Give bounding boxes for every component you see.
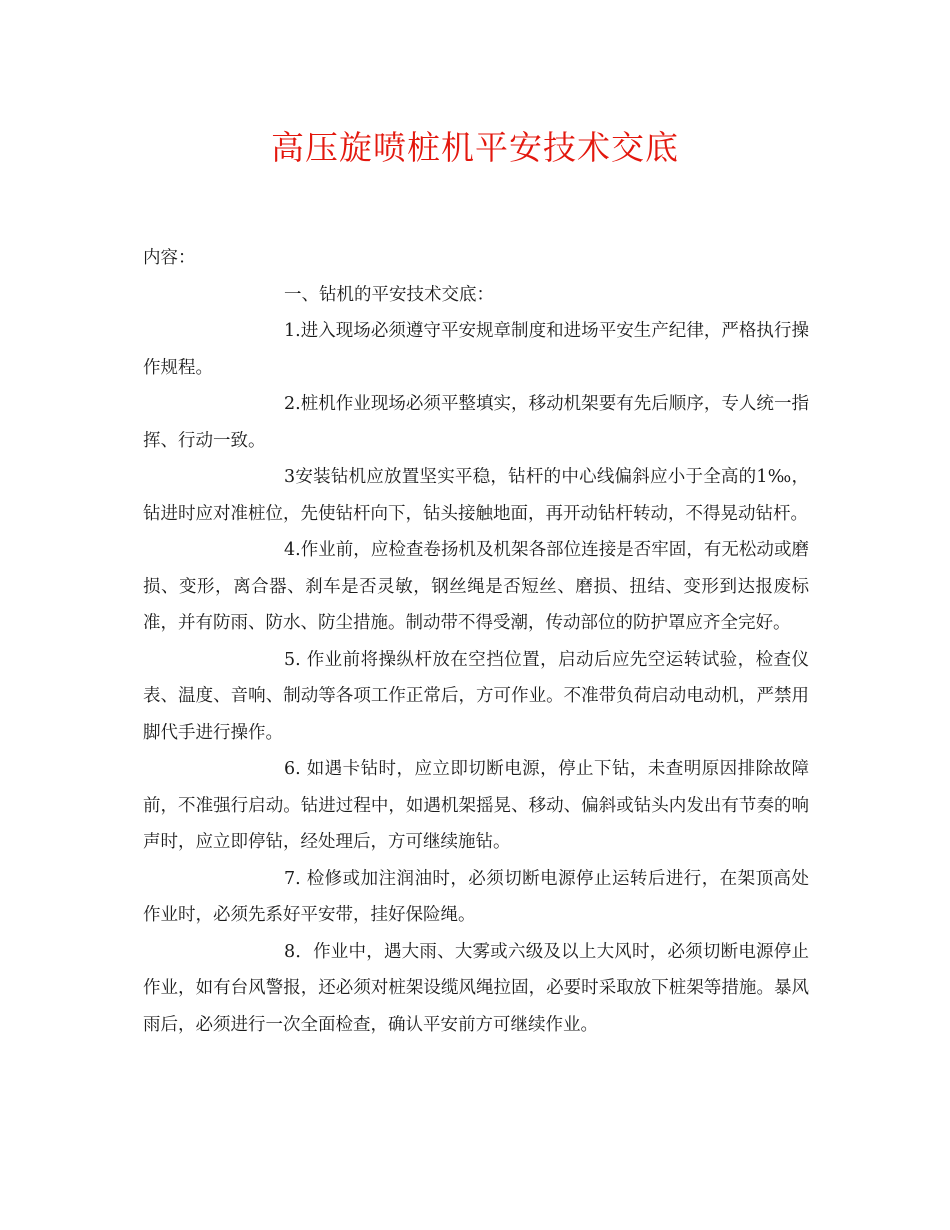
list-item-4: 4.作业前，应检查卷扬机及机架各部位连接是否牢固，有无松动或磨损、变形，离合器、刹车是否灵敏，钢丝绳是否短丝、磨损、扭结、变形到达报废标准，并有防雨、防水、防尘措施。制动带不得受潮，传动部位的防护罩应齐全完好。 bbox=[143, 540, 809, 633]
document-body bbox=[143, 240, 809, 1043]
section-heading: 一、钻机的平安技术交底： bbox=[284, 284, 494, 305]
list-item-5: 5. 作业前将操纵杆放在空挡位置，启动后应先空运转试验，检查仪表、温度、音响、制动等各项工作正常后，方可作业。不准带负荷启动电动机，严禁用脚代手进行操作。 bbox=[143, 649, 809, 743]
list-item-1: 1.进入现场必须遵守平安规章制度和进场平安生产纪律，严格执行操作规程。 bbox=[143, 321, 809, 378]
list-item-8: 8．作业中，遇大雨、大雾或六级及以上大风时，必须切断电源停止作业，如有台风警报，还必须对桩架设缆风绳拉固，必要时采取放下桩架等措施。暴风雨后，必须进行一次全面检查，确认平安前方可继续作业。 bbox=[143, 941, 809, 1035]
content-label: 内容： bbox=[143, 248, 196, 268]
list-item-7: 7. 检修或加注润油时，必须切断电源停止运转后进行，在架顶高处作业时，必须先系好平安带，挂好保险绳。 bbox=[143, 868, 809, 925]
document-title: 高压旋喷桩机平安技术交底 bbox=[271, 128, 679, 167]
list-item-6: 6. 如遇卡钻时，应立即切断电源，停止下钻，未查明原因排除故障前，不准强行启动。钻进过程中，如遇机架摇晃、移动、偏斜或钻头内发出有节奏的响声时，应立即停钻，经处理后，方可继续施钻。 bbox=[143, 759, 809, 852]
list-item-3: 3安装钻机应放置坚实平稳，钻杆的中心线偏斜应小于全高的1‰，钻进时应对准桩位，先使钻杆向下，钻头接触地面，再开动钻杆转动，不得晃动钻杆。 bbox=[143, 467, 809, 524]
list-item-2: 2.桩机作业现场必须平整填实，移动机架要有先后顺序，专人统一指挥、行动一致。 bbox=[143, 394, 809, 451]
